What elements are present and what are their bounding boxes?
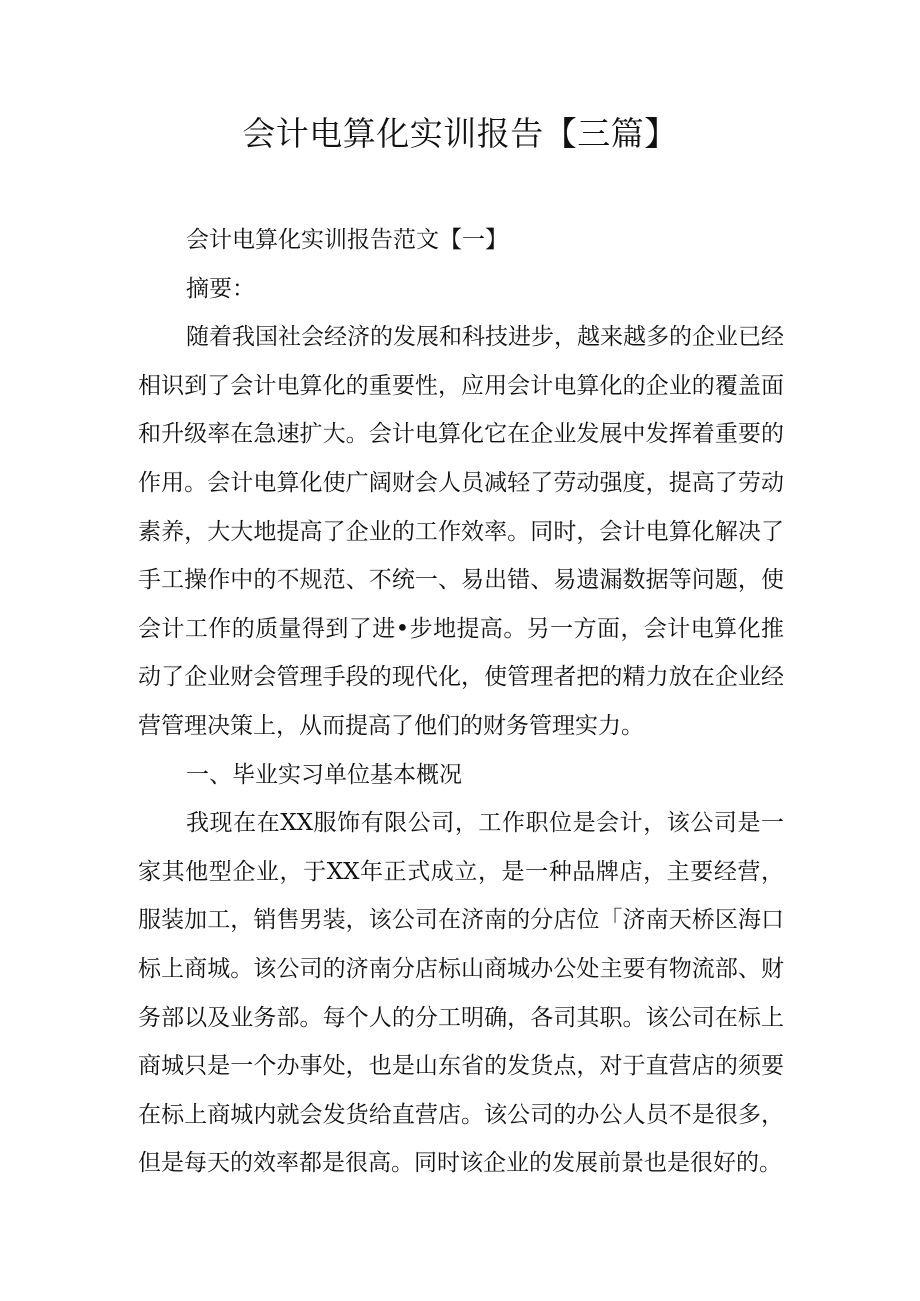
document-title: 会计电算化实训报告【三篇】 xyxy=(242,114,678,153)
abstract-label: 摘要： xyxy=(186,275,255,302)
abstract-paragraph: 随着我国社会经济的发展和科技进步，越来越多的企业已经相识到了会计电算化的重要性，应用会计电算化的企业的覆盖面和升级率在急速扩大。会计电算化它在企业发展中发挥着重要的作用。会计电算化使广阔财会人员减轻了劳动强度，提高了劳动素养，大大地提高了企业的工作效率。同时，会计电算化解决了手工操作中的不规范、不统一、易出错、易遗漏数据等问题，使会计工作的质量得到了进•步地提高。另一方面，会计电算化推动了企业财会管理手段的现代化，使管理者把的精力放在企业经营管理决策上，从而提高了他们的财务管理实力。 xyxy=(138,324,784,739)
section-heading: 会计电算化实训报告范文【一】 xyxy=(186,227,508,253)
document-body xyxy=(138,216,784,1188)
subsection-heading: 一、毕业实习单位基本概况 xyxy=(186,761,462,788)
company-overview-paragraph: 我现在在XX服饰有限公司，工作职位是会计，该公司是一家其他型企业，于XX年正式成立，是一种品牌店，主要经营，服装加工，销售男装，该公司在济南的分店位「济南天桥区海口标上商城。该公司的济南分店标山商城办公处主要有物流部、财务部以及业务部。每个人的分工明确，各司其职。该公司在标上商城只是一个办事处，也是山东省的发货点，对于直营店的须要在标上商城内就会发货给直营店。该公司的办公人员不是很多，但是每天的效率都是很高。同时该企业的发展前景也是很好的。 xyxy=(138,810,784,1177)
